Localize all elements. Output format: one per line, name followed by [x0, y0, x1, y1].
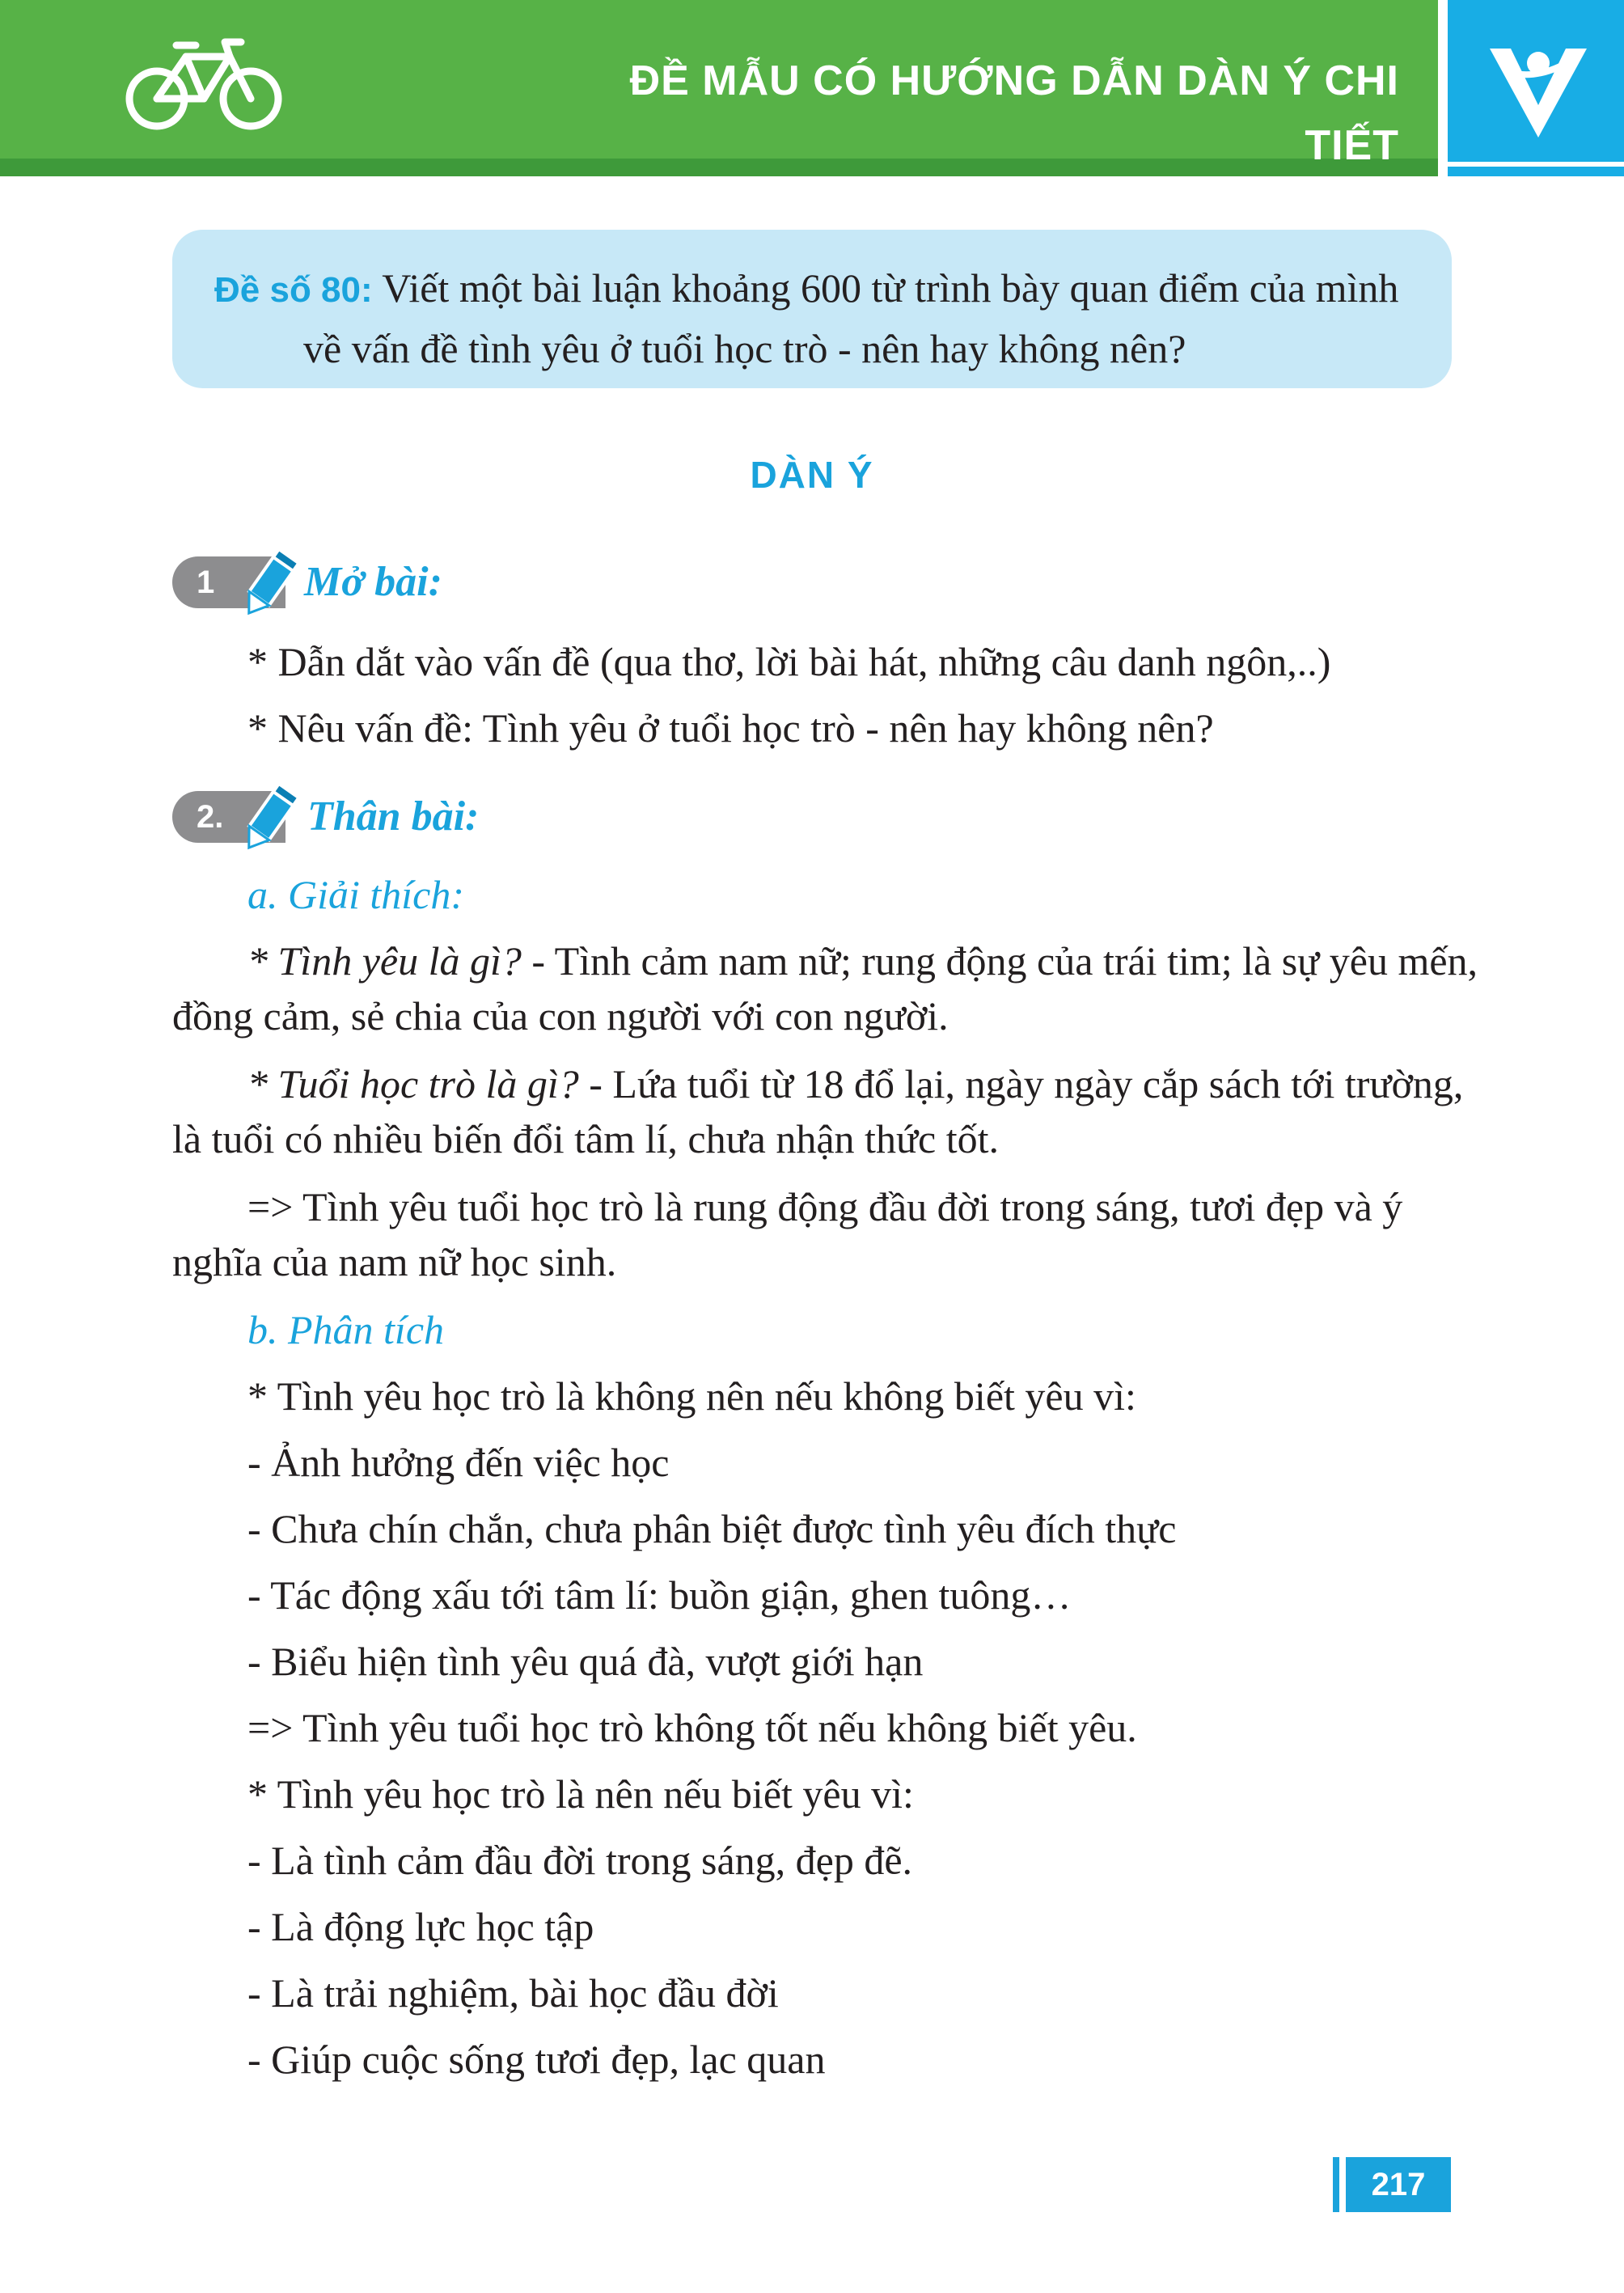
conclusion-1-line-1: => Tình yêu tuổi học trò là rung động đầu đời trong sáng, tươi đẹp và ý	[247, 1184, 1403, 1229]
prompt-line-1	[214, 259, 1411, 319]
pencil-icon	[233, 545, 306, 623]
subsection-a-title: a. Giải thích:	[247, 872, 465, 917]
section-1-title: Mở bài:	[304, 559, 442, 605]
outline-title: DÀN Ý	[750, 454, 874, 496]
pencil-icon	[233, 780, 306, 857]
prompt-text-2: về vấn đề tình yêu ở tuổi học trò - nên hay không nên?	[303, 326, 1186, 371]
analysis-line: * Tình yêu học trò là nên nếu biết yêu vì:	[247, 1771, 914, 1817]
section-2-number: 2.	[172, 791, 285, 843]
analysis-line: - Giúp cuộc sống tươi đẹp, lạc quan	[247, 2037, 826, 2082]
prompt-label: Đề số 80:	[214, 270, 373, 310]
definition-1-line-1	[247, 933, 1478, 988]
page-number-bar	[1333, 2157, 1339, 2212]
bicycle-icon	[123, 34, 285, 131]
analysis-line: - Là động lực học tập	[247, 1904, 594, 1949]
analysis-line: - Tác động xấu tới tâm lí: buồn giận, ghen tuông…	[247, 1572, 1072, 1618]
analysis-line: - Là tình cảm đầu đời trong sáng, đẹp đẽ.	[247, 1838, 913, 1883]
analysis-line: * Tình yêu học trò là không nên nếu không biết yêu vì:	[247, 1373, 1136, 1419]
section-1-number: 1	[172, 556, 285, 608]
definition-1-line-2: đồng cảm, sẻ chia của con người với con người.	[172, 993, 949, 1039]
page-number: 217	[1346, 2157, 1451, 2212]
prompt-text-1: Viết một bài luận khoảng 600 từ trình bày quan điểm của mình	[372, 265, 1399, 311]
definition-2-line-2: là tuổi có nhiều biến đổi tâm lí, chưa nhận thức tốt.	[172, 1116, 1000, 1161]
definition-2-question: * Tuổi học trò là gì?	[247, 1061, 579, 1106]
section-2-title: Thân bài:	[307, 793, 480, 840]
subsection-b-title: b. Phân tích	[247, 1307, 445, 1352]
analysis-line: => Tình yêu tuổi học trò không tốt nếu không biết yêu.	[247, 1705, 1137, 1750]
conclusion-1-line-2: nghĩa của nam nữ học sinh.	[172, 1239, 617, 1284]
logo-v-icon	[1482, 32, 1595, 146]
definition-1-answer: - Tình cảm nam nữ; rung động của trái tim; là sự yêu mến,	[521, 938, 1478, 984]
prompt-box	[172, 230, 1452, 388]
section-1-line-2: * Nêu vấn đề: Tình yêu ở tuổi học trò - nên hay không nên?	[247, 705, 1214, 751]
definition-1-question: * Tình yêu là gì?	[247, 938, 522, 984]
analysis-line: - Là trải nghiệm, bài học đầu đời	[247, 1970, 779, 2016]
definition-2-answer: - Lứa tuổi từ 18 đổ lại, ngày ngày cắp sách tới trường,	[578, 1061, 1464, 1106]
analysis-line: - Biểu hiện tình yêu quá đà, vượt giới hạn	[247, 1639, 924, 1684]
logo-underline	[1448, 167, 1624, 176]
header-underline	[0, 159, 1438, 176]
analysis-line: - Ảnh hưởng đến việc học	[247, 1440, 670, 1485]
definition-2-line-1	[247, 1056, 1463, 1111]
analysis-line: - Chưa chín chắn, chưa phân biệt được tình yêu đích thực	[247, 1506, 1177, 1551]
section-1-line-1: * Dẫn dắt vào vấn đề (qua thơ, lời bài hát, những câu danh ngôn,..)	[247, 639, 1331, 684]
header-title: ĐỀ MẪU CÓ HƯỚNG DẪN DÀN Ý CHI TIẾT	[629, 57, 1399, 169]
